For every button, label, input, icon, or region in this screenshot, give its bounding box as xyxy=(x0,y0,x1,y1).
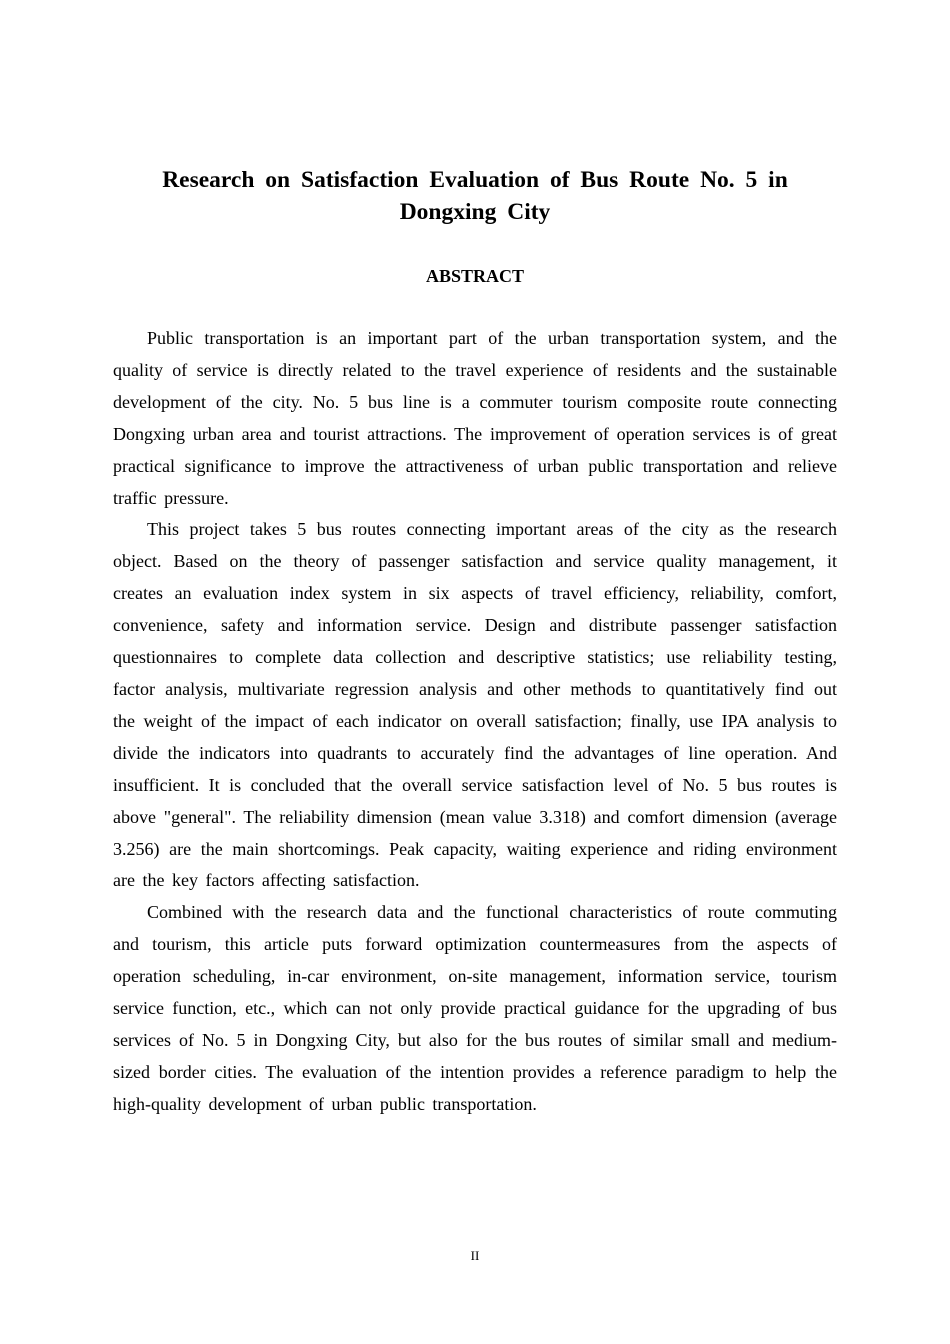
abstract-paragraph: This project takes 5 bus routes connecting important areas of the city as the research object. Based on the theory of passenger satisfaction and service quality management, it creates an evaluation index system in six aspects of travel efficiency, reliability, comfort, convenience, safety and information service. Design and distribute passenger satisfaction questionnaires to complete data collection and descriptive statistics; use reliability testing, factor analysis, multivariate regression analysis and other methods to quantitatively find out the weight of the impact of each indicator on overall satisfaction; finally, use IPA analysis to divide the indicators into quadrants to accurately find the advantages of line operation. And insufficient. It is concluded that the overall service satisfaction level of No. 5 bus routes is above "general". The reliability dimension (mean value 3.318) and comfort dimension (average 3.256) are the main shortcomings. Peak capacity, waiting experience and riding environment are the key factors affecting satisfaction. xyxy=(113,519,837,891)
abstract-heading: ABSTRACT xyxy=(425,266,525,286)
document-title: Research on Satisfaction Evaluation of Bus Route No. 5 in Dongxing City xyxy=(162,167,788,225)
page-number: II xyxy=(470,1248,480,1263)
abstract-body xyxy=(113,323,837,1121)
abstract-paragraph: Public transportation is an important part of the urban transportation system, and the quality of service is directly related to the travel experience of residents and the sustainable development of the city. No. 5 bus line is a commuter tourism composite route connecting Dongxing urban area and tourist attractions. The improvement of operation services is of great practical significance to improve the attractiveness of urban public transportation and relieve traffic pressure. xyxy=(113,328,837,508)
abstract-paragraph: Combined with the research data and the functional characteristics of route commuting and tourism, this article puts forward optimization countermeasures from the aspects of operation scheduling, in-car environment, on-site management, information service, tourism service function, etc., which can not only provide practical guidance for the upgrading of bus services of No. 5 in Dongxing City, but also for the bus routes of similar small and medium-sized border cities. The evaluation of the intention provides a reference paradigm to help the high-quality development of urban public transportation. xyxy=(113,902,837,1114)
